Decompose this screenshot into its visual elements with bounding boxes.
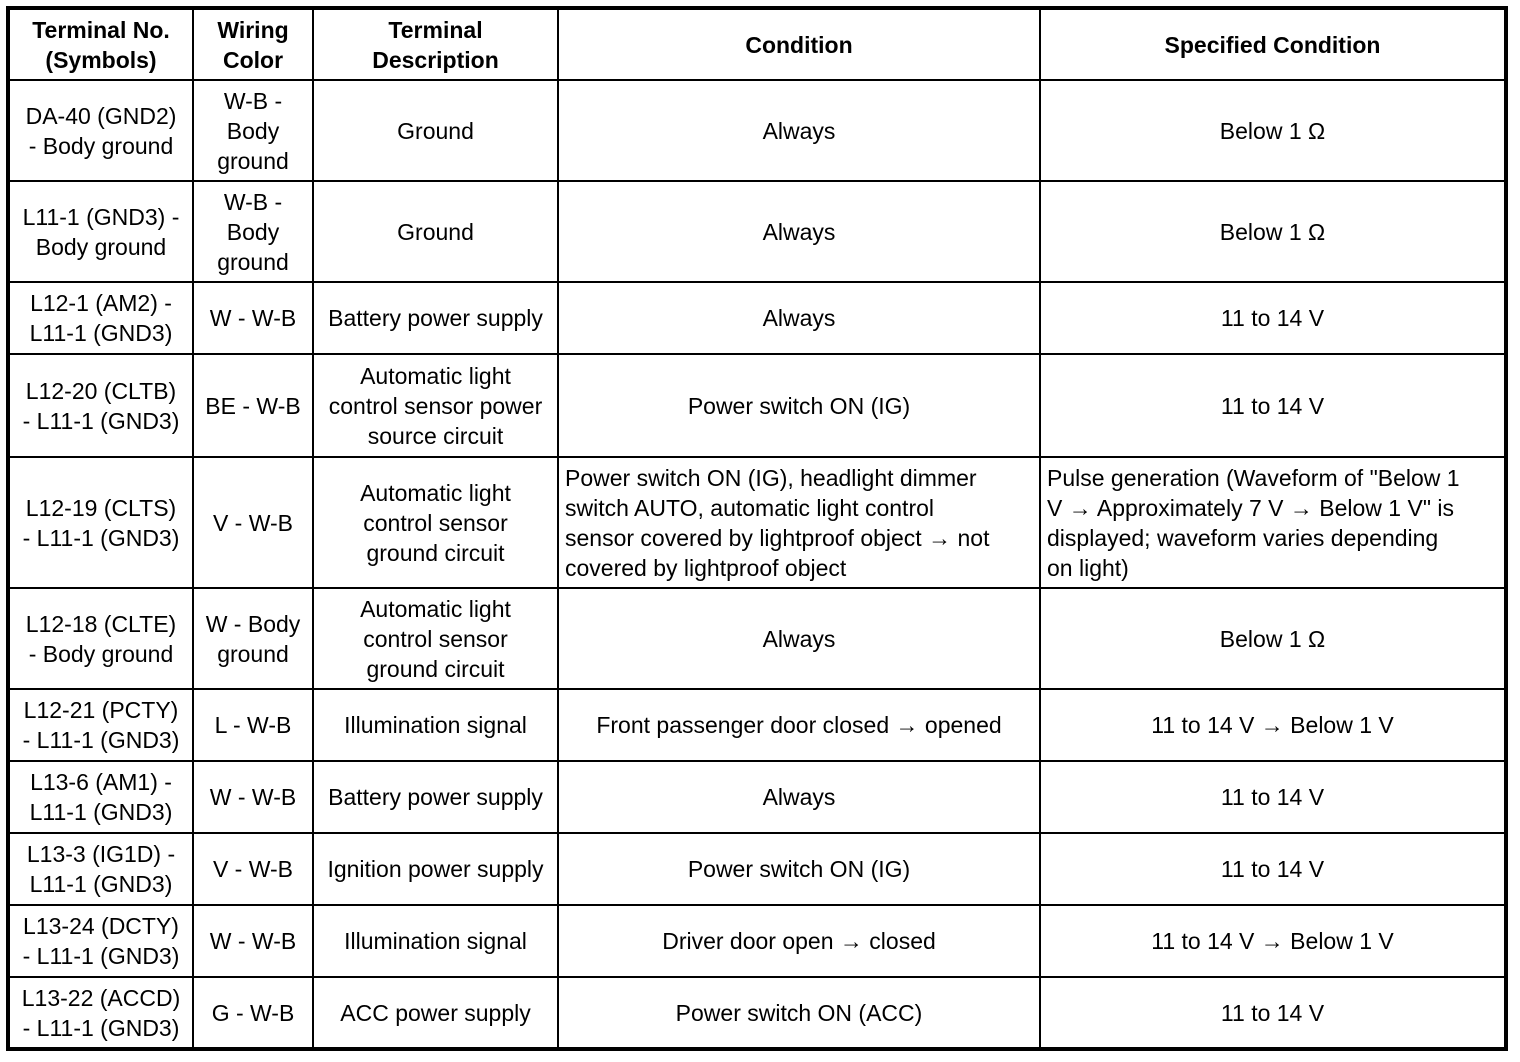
- description-cell: Automatic light control sensor ground circuit: [313, 457, 558, 588]
- table-row: [8, 282, 1506, 354]
- terminal-cell: L11-1 (GND3) - Body ground: [8, 181, 193, 282]
- terminal-cell: L12-20 (CLTB) - L11-1 (GND3): [8, 354, 193, 457]
- specified-condition-cell: Below 1 Ω: [1040, 181, 1506, 282]
- header-terminal-description: Terminal Description: [313, 8, 558, 80]
- specified-condition-cell: Pulse generation (Waveform of "Below 1 V → Approximately 7 V → Below 1 V" is displayed; waveform varies depending on light): [1040, 457, 1506, 588]
- wiring-color-cell: V - W-B: [193, 833, 313, 905]
- wiring-color-cell: BE - W-B: [193, 354, 313, 457]
- condition-cell: Always: [558, 181, 1040, 282]
- terminal-cell: L12-21 (PCTY) - L11-1 (GND3): [8, 689, 193, 761]
- description-cell: Ignition power supply: [313, 833, 558, 905]
- table-body: [8, 80, 1506, 1049]
- specified-condition-cell: 11 to 14 V: [1040, 354, 1506, 457]
- terminal-cell: L12-19 (CLTS) - L11-1 (GND3): [8, 457, 193, 588]
- terminal-cell: L12-18 (CLTE) - Body ground: [8, 588, 193, 689]
- condition-cell: Power switch ON (IG): [558, 354, 1040, 457]
- wiring-color-cell: W - Body ground: [193, 588, 313, 689]
- specified-condition-cell: 11 to 14 V: [1040, 282, 1506, 354]
- table-row: [8, 833, 1506, 905]
- condition-cell: Always: [558, 80, 1040, 181]
- description-cell: Ground: [313, 181, 558, 282]
- table-row: [8, 181, 1506, 282]
- description-cell: Battery power supply: [313, 282, 558, 354]
- description-cell: Illumination signal: [313, 689, 558, 761]
- specified-condition-cell: Below 1 Ω: [1040, 588, 1506, 689]
- table-row: [8, 457, 1506, 588]
- terminal-spec-table: [6, 6, 1508, 1051]
- header-specified-condition: Specified Condition: [1040, 8, 1506, 80]
- condition-cell: Front passenger door closed → opened: [558, 689, 1040, 761]
- terminal-cell: L13-22 (ACCD) - L11-1 (GND3): [8, 977, 193, 1049]
- wiring-color-cell: W - W-B: [193, 282, 313, 354]
- wiring-color-cell: L - W-B: [193, 689, 313, 761]
- terminal-cell: L13-24 (DCTY) - L11-1 (GND3): [8, 905, 193, 977]
- specified-condition-cell: 11 to 14 V: [1040, 977, 1506, 1049]
- description-cell: Ground: [313, 80, 558, 181]
- table-row: [8, 689, 1506, 761]
- condition-cell: Always: [558, 282, 1040, 354]
- header-row: [8, 8, 1506, 80]
- table-row: [8, 977, 1506, 1049]
- terminal-cell: DA-40 (GND2) - Body ground: [8, 80, 193, 181]
- table-row: [8, 905, 1506, 977]
- description-cell: Automatic light control sensor ground circuit: [313, 588, 558, 689]
- condition-cell: Always: [558, 761, 1040, 833]
- header-wiring-color: Wiring Color: [193, 8, 313, 80]
- wiring-color-cell: W - W-B: [193, 761, 313, 833]
- table-row: [8, 80, 1506, 181]
- wiring-color-cell: V - W-B: [193, 457, 313, 588]
- table-row: [8, 588, 1506, 689]
- terminal-cell: L13-6 (AM1) - L11-1 (GND3): [8, 761, 193, 833]
- terminal-cell: L12-1 (AM2) - L11-1 (GND3): [8, 282, 193, 354]
- description-cell: Automatic light control sensor power source circuit: [313, 354, 558, 457]
- description-cell: Battery power supply: [313, 761, 558, 833]
- table-row: [8, 354, 1506, 457]
- wiring-color-cell: W - W-B: [193, 905, 313, 977]
- specified-condition-cell: 11 to 14 V → Below 1 V: [1040, 905, 1506, 977]
- table-row: [8, 761, 1506, 833]
- condition-cell: Power switch ON (IG): [558, 833, 1040, 905]
- specified-condition-cell: 11 to 14 V: [1040, 833, 1506, 905]
- condition-cell: Power switch ON (IG), headlight dimmer switch AUTO, automatic light control sensor covered by lightproof object → not covered by lightproof object: [558, 457, 1040, 588]
- description-cell: ACC power supply: [313, 977, 558, 1049]
- wiring-color-cell: W-B - Body ground: [193, 80, 313, 181]
- wiring-color-cell: W-B - Body ground: [193, 181, 313, 282]
- condition-cell: Always: [558, 588, 1040, 689]
- description-cell: Illumination signal: [313, 905, 558, 977]
- specified-condition-cell: 11 to 14 V → Below 1 V: [1040, 689, 1506, 761]
- condition-cell: Power switch ON (ACC): [558, 977, 1040, 1049]
- specified-condition-cell: 11 to 14 V: [1040, 761, 1506, 833]
- specified-condition-cell: Below 1 Ω: [1040, 80, 1506, 181]
- header-terminal-no: Terminal No. (Symbols): [8, 8, 193, 80]
- terminal-cell: L13-3 (IG1D) - L11-1 (GND3): [8, 833, 193, 905]
- wiring-color-cell: G - W-B: [193, 977, 313, 1049]
- header-condition: Condition: [558, 8, 1040, 80]
- condition-cell: Driver door open → closed: [558, 905, 1040, 977]
